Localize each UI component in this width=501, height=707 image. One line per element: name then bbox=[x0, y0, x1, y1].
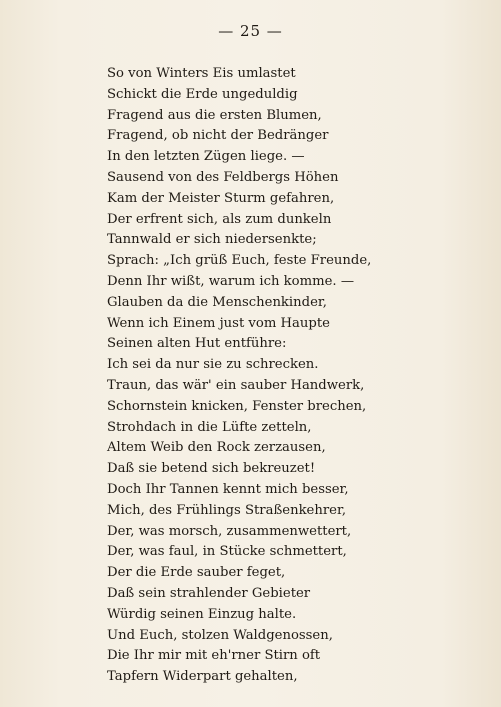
poem-line: Kam der Meister Sturm gefahren, bbox=[107, 190, 335, 206]
poem-line: Traun, das wär' ein sauber Handwerk, bbox=[107, 377, 365, 393]
poem-line: Wenn ich Einem just vom Haupte bbox=[107, 315, 330, 331]
poem-line: Ich sei da nur sie zu schrecken. bbox=[107, 357, 319, 373]
poem-line: Mich, des Frühlings Straßenkehrer, bbox=[107, 502, 347, 518]
poem-line: Daß sie betend sich bekreuzet! bbox=[107, 461, 316, 477]
poem-line: Der, was morsch, zusammenwettert, bbox=[107, 523, 352, 539]
poem-line: Sausend von des Feldbergs Höhen bbox=[107, 169, 339, 185]
poem-line: Daß sein strahlender Gebieter bbox=[107, 585, 311, 601]
poem-line: So von Winters Eis umlastet bbox=[107, 66, 296, 81]
poem-line: Seinen alten Hut entführe: bbox=[107, 336, 287, 352]
poem-text bbox=[107, 64, 407, 688]
poem-line: Altem Weib den Rock zerzausen, bbox=[107, 440, 326, 456]
poem-line: In den letzten Zügen liege. — bbox=[107, 149, 305, 165]
poem-line: Der erfrent sich, als zum dunkeln bbox=[107, 211, 332, 227]
poem-line: Doch Ihr Tannen kennt mich besser, bbox=[107, 481, 349, 497]
poem-line: Tannwald er sich niedersenkte; bbox=[107, 232, 317, 248]
poem-line: Würdig seinen Einzug halte. bbox=[107, 606, 297, 622]
page-number: — 25 — bbox=[218, 22, 283, 40]
poem-line: Fragend aus die ersten Blumen, bbox=[107, 107, 322, 123]
poem-line: Tapfern Widerpart gehalten, bbox=[107, 669, 298, 685]
poem-line: Die Ihr mir mit eh'rner Stirn oft bbox=[107, 648, 321, 664]
poem-line: Schickt die Erde ungeduldig bbox=[107, 86, 298, 102]
poem-line: Strohdach in die Lüfte zetteln, bbox=[107, 419, 312, 435]
poem-line: Denn Ihr wißt, warum ich komme. — bbox=[107, 273, 355, 289]
poem-line: Glauben da die Menschenkinder, bbox=[107, 294, 327, 310]
poem-line: Schornstein knicken, Fenster brechen, bbox=[107, 398, 367, 414]
poem-line: Und Euch, stolzen Waldgenossen, bbox=[107, 627, 333, 643]
poem-line: Der die Erde sauber feget, bbox=[107, 565, 286, 581]
poem-line: Sprach: „Ich grüß Euch, feste Freunde, bbox=[107, 253, 372, 269]
poem-line: Der, was faul, in Stücke schmettert, bbox=[107, 544, 347, 560]
poem-line: Fragend, ob nicht der Bedränger bbox=[107, 128, 329, 144]
